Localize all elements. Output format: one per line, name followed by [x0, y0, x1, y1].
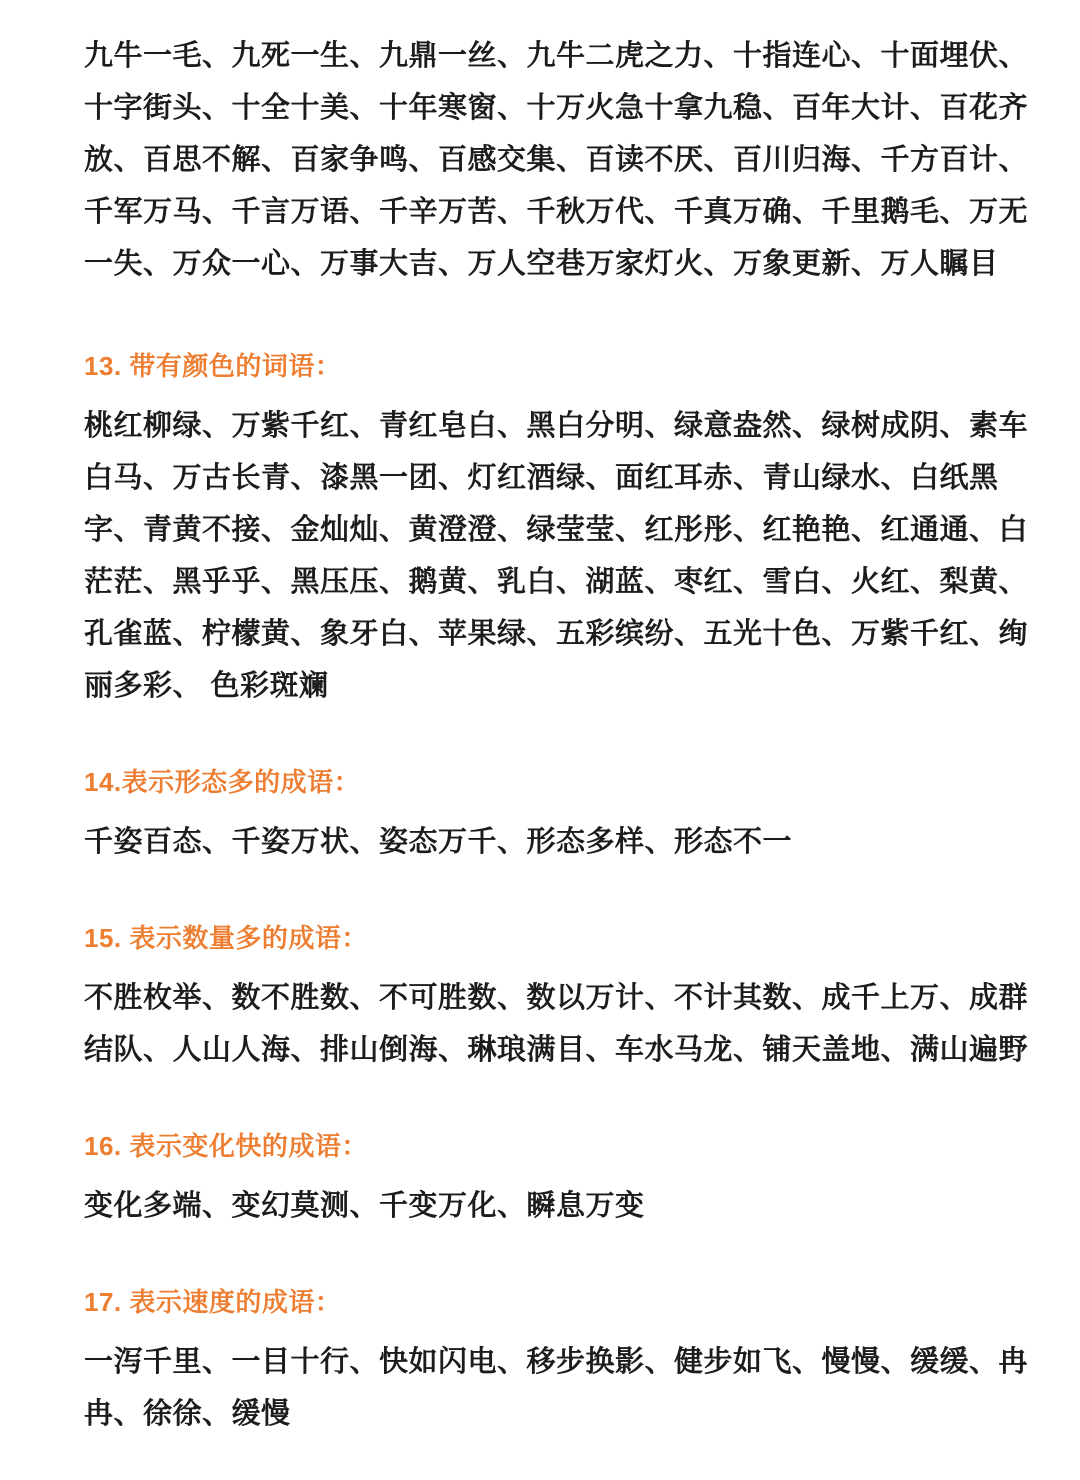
section-15-body: 不胜枚举、数不胜数、不可胜数、数以万计、不计其数、成千上万、成群结队、人山人海、排山倒海、琳琅满目、车水马龙、铺天盖地、满山遍野	[84, 982, 1029, 1066]
section-13	[84, 346, 1028, 712]
section-17-body: 一泻千里、一目十行、快如闪电、移步换影、健步如飞、慢慢、缓缓、冉冉、徐徐、缓慢	[84, 1346, 1029, 1430]
spacer	[84, 1322, 1028, 1336]
section-16	[84, 1126, 1028, 1232]
section-15-heading: 15. 表示数量多的成语：	[84, 923, 368, 953]
spacer	[84, 386, 1028, 400]
spacer	[84, 802, 1028, 816]
spacer	[84, 958, 1028, 972]
section-17	[84, 1282, 1028, 1440]
spacer	[84, 868, 1028, 918]
section-16-body: 变化多端、变幻莫测、千变万化、瞬息万变	[84, 1190, 645, 1222]
section-14-body: 千姿百态、千姿万状、姿态万千、形态多样、形态不一	[84, 826, 793, 858]
spacer	[84, 1232, 1028, 1282]
section-13-heading: 13. 带有颜色的词语：	[84, 351, 342, 381]
section-13-body: 桃红柳绿、万紫千红、青红皂白、黑白分明、绿意盎然、绿树成阴、素车白马、万古长青、漆黑一团、灯红酒绿、面红耳赤、青山绿水、白纸黑字、青黄不接、金灿灿、黄澄澄、绿莹莹、红彤彤、红艳艳、红通通、白茫茫、黑乎乎、黑压压、鹅黄、乳白、湖蓝、枣红、雪白、火红、梨黄、孔雀蓝、柠檬黄、象牙白、苹果绿、五彩缤纷、五光十色、万紫千红、绚丽多彩、 色彩斑斓	[84, 410, 1029, 702]
section-16-heading: 16. 表示变化快的成语：	[84, 1131, 368, 1161]
section-15	[84, 918, 1028, 1076]
spacer	[84, 1076, 1028, 1126]
section-17-heading: 17. 表示速度的成语：	[84, 1287, 342, 1317]
section-14-heading: 14.表示形态多的成语：	[84, 767, 361, 797]
spacer	[84, 712, 1028, 762]
intro-paragraph: 九牛一毛、九死一生、九鼎一丝、九牛二虎之力、十指连心、十面埋伏、十字街头、十全十美、十年寒窗、十万火急十拿九稳、百年大计、百花齐放、百思不解、百家争鸣、百感交集、百读不厌、百川归海、千方百计、千军万马、千言万语、千辛万苦、千秋万代、千真万确、千里鹅毛、万无一失、万众一心、万事大吉、万人空巷万家灯火、万象更新、万人瞩目	[84, 40, 1029, 280]
spacer	[84, 1166, 1028, 1180]
section-14	[84, 762, 1028, 868]
spacer	[84, 290, 1028, 346]
